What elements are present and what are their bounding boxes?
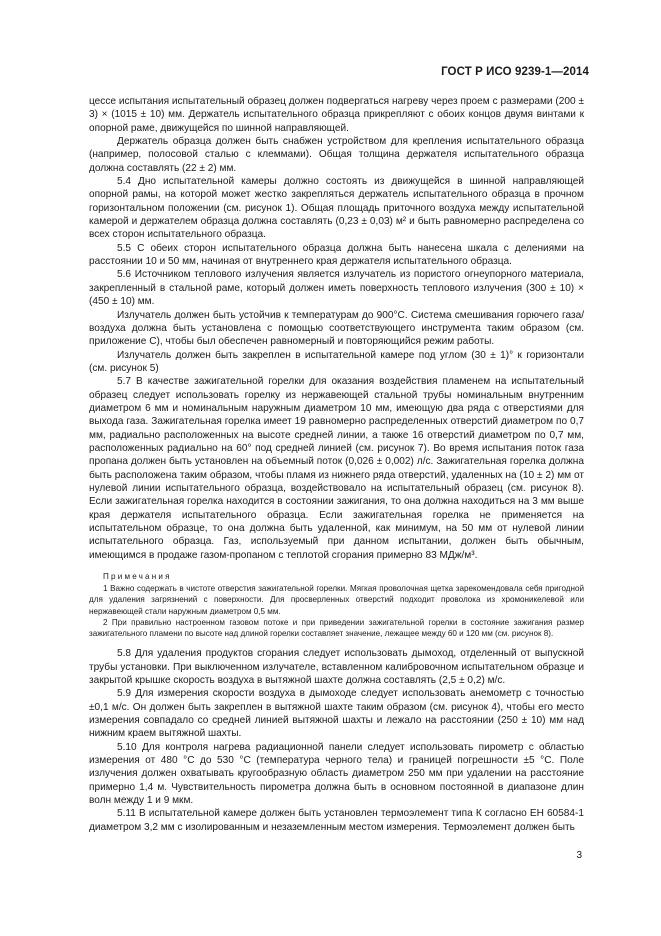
notes-block — [89, 571, 584, 639]
note-item: 1 Важно содержать в чистоте отверстия зажигательной горелки. Мягкая проволочная щетка зарекомендовала себя пригодной для удаления загрязнений с поверхности. Для просверленных отверстий подходит проволока из хромоникелевой или нержавеющей стали наружным диаметром 0,5 мм. — [89, 584, 584, 616]
notes-title: Примечания — [103, 572, 172, 582]
paragraph: цессе испытания испытательный образец должен подвергаться нагреву через проем с размерами (200 ± 3) × (1015 ± 10) мм. Держатель испытательного образца прикрепляют с обоих концов двумя винтами к опорной раме, движущейся по шинной направляющей. — [89, 96, 584, 134]
note-item: 2 При правильно настроенном газовом потоке и при приведении зажигательной горелки в состояние зажигания размер зажигательного пламени по высоте над длиной горелки составляет значение, лежащее между 60 и 120 мм (см. рисунок 8). — [89, 617, 584, 639]
page-number: 3 — [576, 850, 582, 861]
paragraph-5-4: 5.4 Дно испытательной камеры должно состоять из движущейся в шинной направляющей опорной рамы, на которой может жестко закрепляться держатель испытательного образца в прочном горизонтальном положении (см. рисунок 1). Общая площадь приточного воздуха между испытательной камерой и держателем образца должна составлять (0,23 ± 0,03) м² и быть равномерно распределена со всех сторон испытательного образца. — [89, 176, 584, 241]
paragraph: Держатель образца должен быть снабжен устройством для крепления испытательного образца (например, полосовой сталью с клеммами). Общая толщина держателя испытательного образца должна составлять (22 ± 2) мм. — [89, 136, 584, 174]
paragraph-5-7: 5.7 В качестве зажигательной горелки для оказания воздействия пламенем на испытательный образец следует использовать горелку из нержавеющей стальной трубы номинальным внутренним диаметром 6 мм и номинальным наружным диаметром 10 мм, имеющую два ряда с отверстиями для выхода газа. Зажигательная горелка имеет 19 равномерно распределенных отверстий диаметром по 0,7 мм, радиально расположенных на высоте средней линии, а также 16 отверстий диаметром по 0,7 мм, расположенных радиально на 60° под средней линией (см. рисунок 7). Во время испытания поток газа пропана должен быть установлен на объемный поток (0,026 ± 0,002) л/с. Зажигательная горелка должна быть расположена таким образом, чтобы пламя из нижнего ряда отверстий, удаленных на (10 ± 2) мм от нулевой линии испытательного образца, воздействовало на испытательный образец (см. рисунок 8). Если зажигательная горелка находится в состоянии зажигания, то она должна находиться на 3 мм выше края держателя испытательного образца. Если зажигательная горелка не применяется на испытательном образце, то она должна быть удаленной, как минимум, на 50 мм от нулевой линии испытательного образца. Газ, используемый при данном испытании, должен быть обычным, имеющимся в продаже газом-пропаном с теплотой сгорания примерно 83 МДж/м³. — [89, 376, 584, 561]
paragraph: Излучатель должен быть закреплен в испытательной камере под углом (30 ± 1)° к горизонтали (см. рисунок 5) — [89, 349, 584, 374]
paragraph-5-5: 5.5 С обеих сторон испытательного образца должна быть нанесена шкала с делениями на расстоянии 10 и 50 мм, начиная от внутреннего края держателя испытательного образца. — [89, 242, 584, 268]
paragraph-5-6: 5.6 Источником теплового излучения является излучатель из пористого огнеупорного материала, закрепленный в стальной раме, который должен иметь поверхность теплового излучения (300 ± 10) × (450 ± 10) мм. — [89, 269, 584, 308]
document-header: ГОСТ Р ИСО 9239-1—2014 — [441, 66, 589, 78]
paragraph-5-8: 5.8 Для удаления продуктов сгорания следует использовать дымоход, отделенный от выпускной трубы установки. При выключенном излучателе, вставленном калибровочном испытательном образце и закрытой крышке скорость воздуха в вытяжной шахте должна составлять (2,5 ± 0,2) м/с. — [89, 648, 584, 686]
paragraph-5-11: 5.11 В испытательной камере должен быть установлен термоэлемент типа К согласно ЕН 60584-1 диаметром 3,2 мм с изолированным и незаземленным местом измерения. Термоэлемент должен быть — [89, 808, 584, 833]
paragraph-5-9: 5.9 Для измерения скорости воздуха в дымоходе следует использовать анемометр с точностью ±0,1 м/с. Он должен быть закреплен в вытяжной шахте таким образом (см. рисунок 4), чтобы его место измерения совпадало со средней линией вытяжной шахты и лежало на расстоянии (250 ± 10) мм над нижним краем вытяжной шахты. — [89, 688, 584, 740]
page-body — [89, 95, 584, 834]
paragraph-5-10: 5.10 Для контроля нагрева радиационной панели следует использовать пирометр с областью измерения от 480 °С до 530 °С (температура черного тела) и границей погрешности ±5 °С. Поле излучения должен охватывать кругообразную область диаметром 250 мм при удалении на расстояние примерно 1,4 м. Чувствительность пирометра должна быть в основном постоянной в диапазоне длин волн между 1 и 9 мкм. — [89, 741, 584, 807]
paragraph: Излучатель должен быть устойчив к температурам до 900°С. Система смешивания горючего газа/воздуха должна быть установлена с помощью соответствующего инструмента таким образом (см. приложение С), чтобы был обеспечен равномерный и повторяющийся режим работы. — [89, 309, 584, 348]
